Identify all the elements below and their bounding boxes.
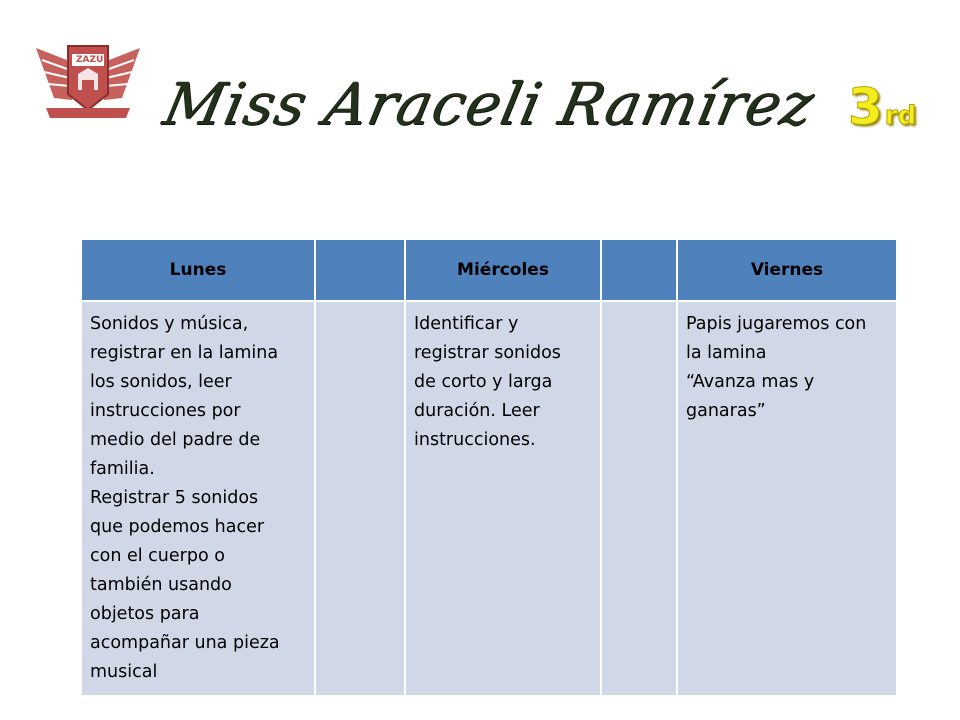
cell-text: la lamina (686, 343, 767, 363)
cell-text: “Avanza mas y (686, 372, 815, 392)
grade-suffix: rd (884, 101, 917, 131)
school-logo (32, 40, 144, 128)
column-header-blank (601, 239, 677, 301)
cell-text: objetos para (90, 604, 200, 624)
column-header-lunes: Lunes (81, 239, 315, 301)
cell-text: Registrar 5 sonidos (90, 488, 259, 508)
cell-text: Papis jugaremos con (686, 314, 867, 334)
logo-text: ZAZU (76, 55, 104, 65)
cell-text: registrar sonidos (414, 343, 561, 363)
cell-blank (315, 301, 405, 696)
cell-text: familia. (90, 459, 155, 479)
cell-text: de corto y larga (414, 372, 553, 392)
cell-text: duración. Leer (414, 401, 540, 421)
cell-text: medio del padre de (90, 430, 261, 450)
cell-text: instrucciones. (414, 430, 536, 450)
table-header-row (81, 239, 897, 301)
cell-miercoles (405, 301, 601, 696)
cell-text: instrucciones por (90, 401, 241, 421)
cell-viernes (677, 301, 897, 696)
grade-number: 3 (848, 78, 883, 136)
cell-text: musical (90, 662, 158, 682)
cell-text: Identificar y (414, 314, 519, 334)
column-header-blank (315, 239, 405, 301)
cell-text: Sonidos y música, (90, 314, 249, 334)
schedule-table (80, 238, 898, 697)
page-title: Miss Araceli Ramírez (157, 70, 821, 138)
cell-blank (601, 301, 677, 696)
cell-text: también usando (90, 575, 232, 595)
cell-lunes (81, 301, 315, 696)
cell-text: que podemos hacer (90, 517, 265, 537)
cell-text: registrar en la lamina (90, 343, 279, 363)
cell-text: con el cuerpo o (90, 546, 225, 566)
cell-text: acompañar una pieza (90, 633, 280, 653)
grade-label (848, 78, 916, 136)
table-row (81, 301, 897, 696)
cell-text: los sonidos, leer (90, 372, 232, 392)
column-header-viernes: Viernes (677, 239, 897, 301)
column-header-miercoles: Miércoles (405, 239, 601, 301)
cell-text: ganaras” (686, 401, 766, 421)
